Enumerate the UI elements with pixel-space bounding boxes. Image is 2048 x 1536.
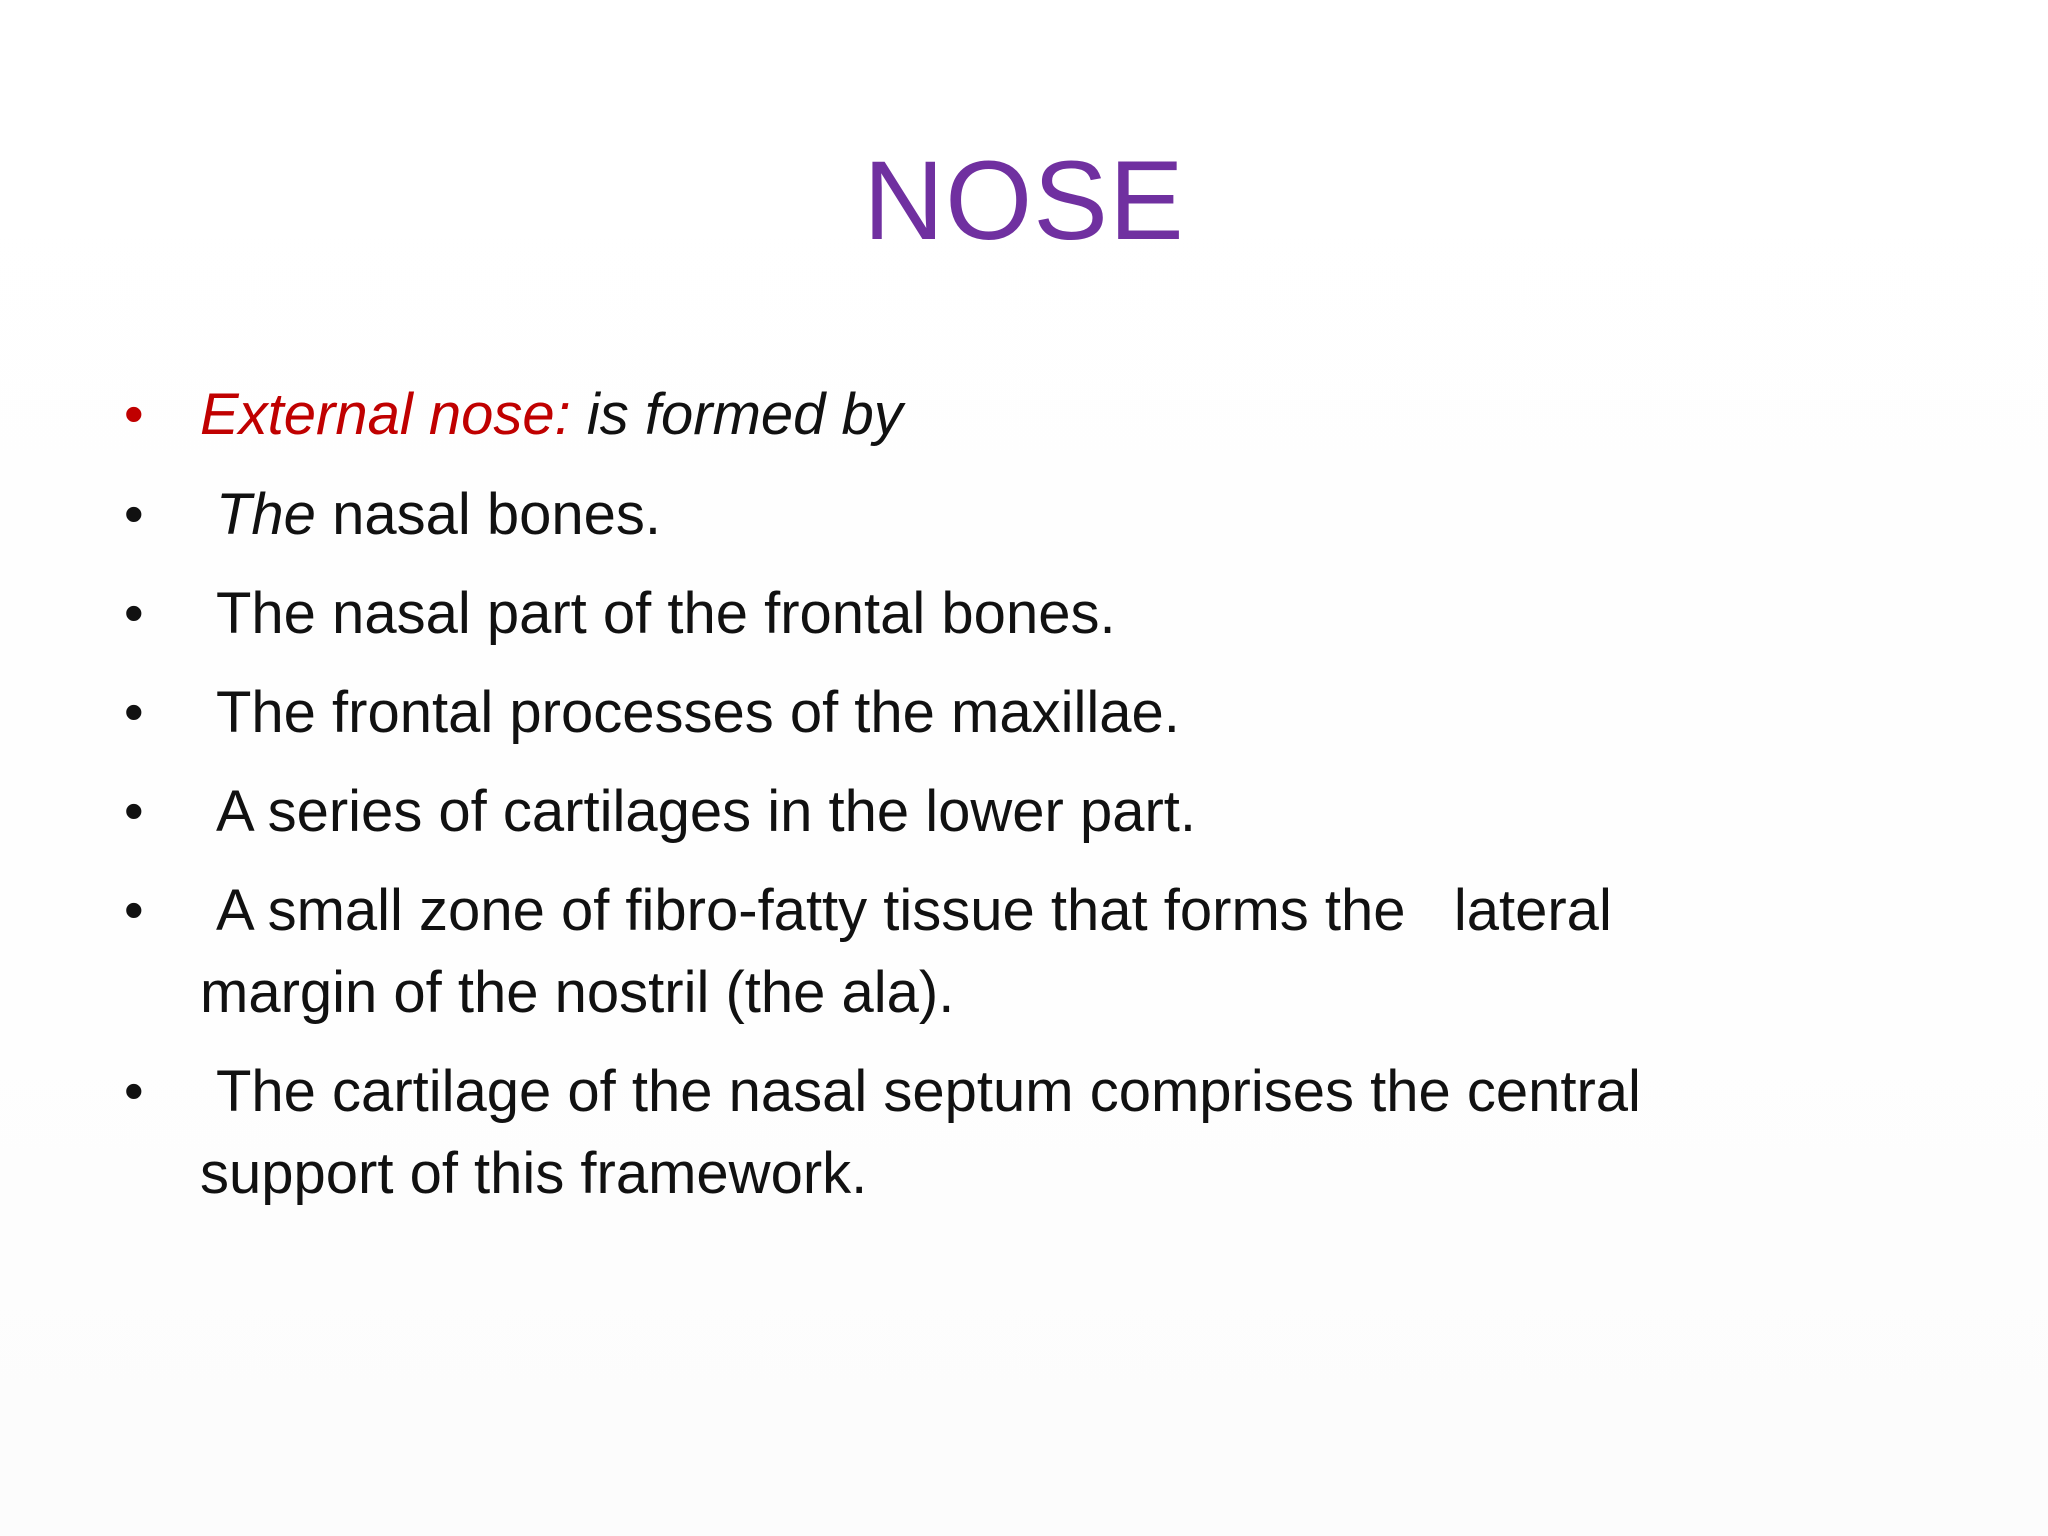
bullet-dot-icon: • <box>124 1059 144 1122</box>
bullet-text: The frontal processes of the maxillae. <box>216 680 1180 745</box>
bullet-text: A series of cartilages in the lower part. <box>216 779 1197 844</box>
bullet-text-line-2: support of this framework. <box>200 1141 868 1206</box>
bullet-dot-icon: • <box>124 878 144 941</box>
bullet-dot-icon: • <box>124 382 144 445</box>
bullet-text-normal: nasal bones. <box>315 482 661 547</box>
bullet-dot-icon: • <box>124 779 144 842</box>
slide-title: NOSE <box>863 138 1185 263</box>
external-nose-description: is formed by <box>570 382 903 447</box>
bullet-text-line-1: A small zone of fibro-fatty tissue that forms the lateral <box>216 878 1612 943</box>
bullet-text-line-1: The cartilage of the nasal septum comprises the central <box>216 1059 1641 1124</box>
bullet-text-italic: The <box>216 482 316 547</box>
external-nose-label: External nose: <box>200 382 571 447</box>
bullet-dot-icon: • <box>124 680 144 743</box>
bullet-text: The nasal part of the frontal bones. <box>216 581 1116 646</box>
bullet-text <box>200 374 1820 456</box>
bullet-dot-icon: • <box>124 482 144 545</box>
bullet-text <box>216 474 1836 556</box>
bullet-text-line-2: margin of the nostril (the ala). <box>200 960 955 1025</box>
bullet-dot-icon: • <box>124 581 144 644</box>
